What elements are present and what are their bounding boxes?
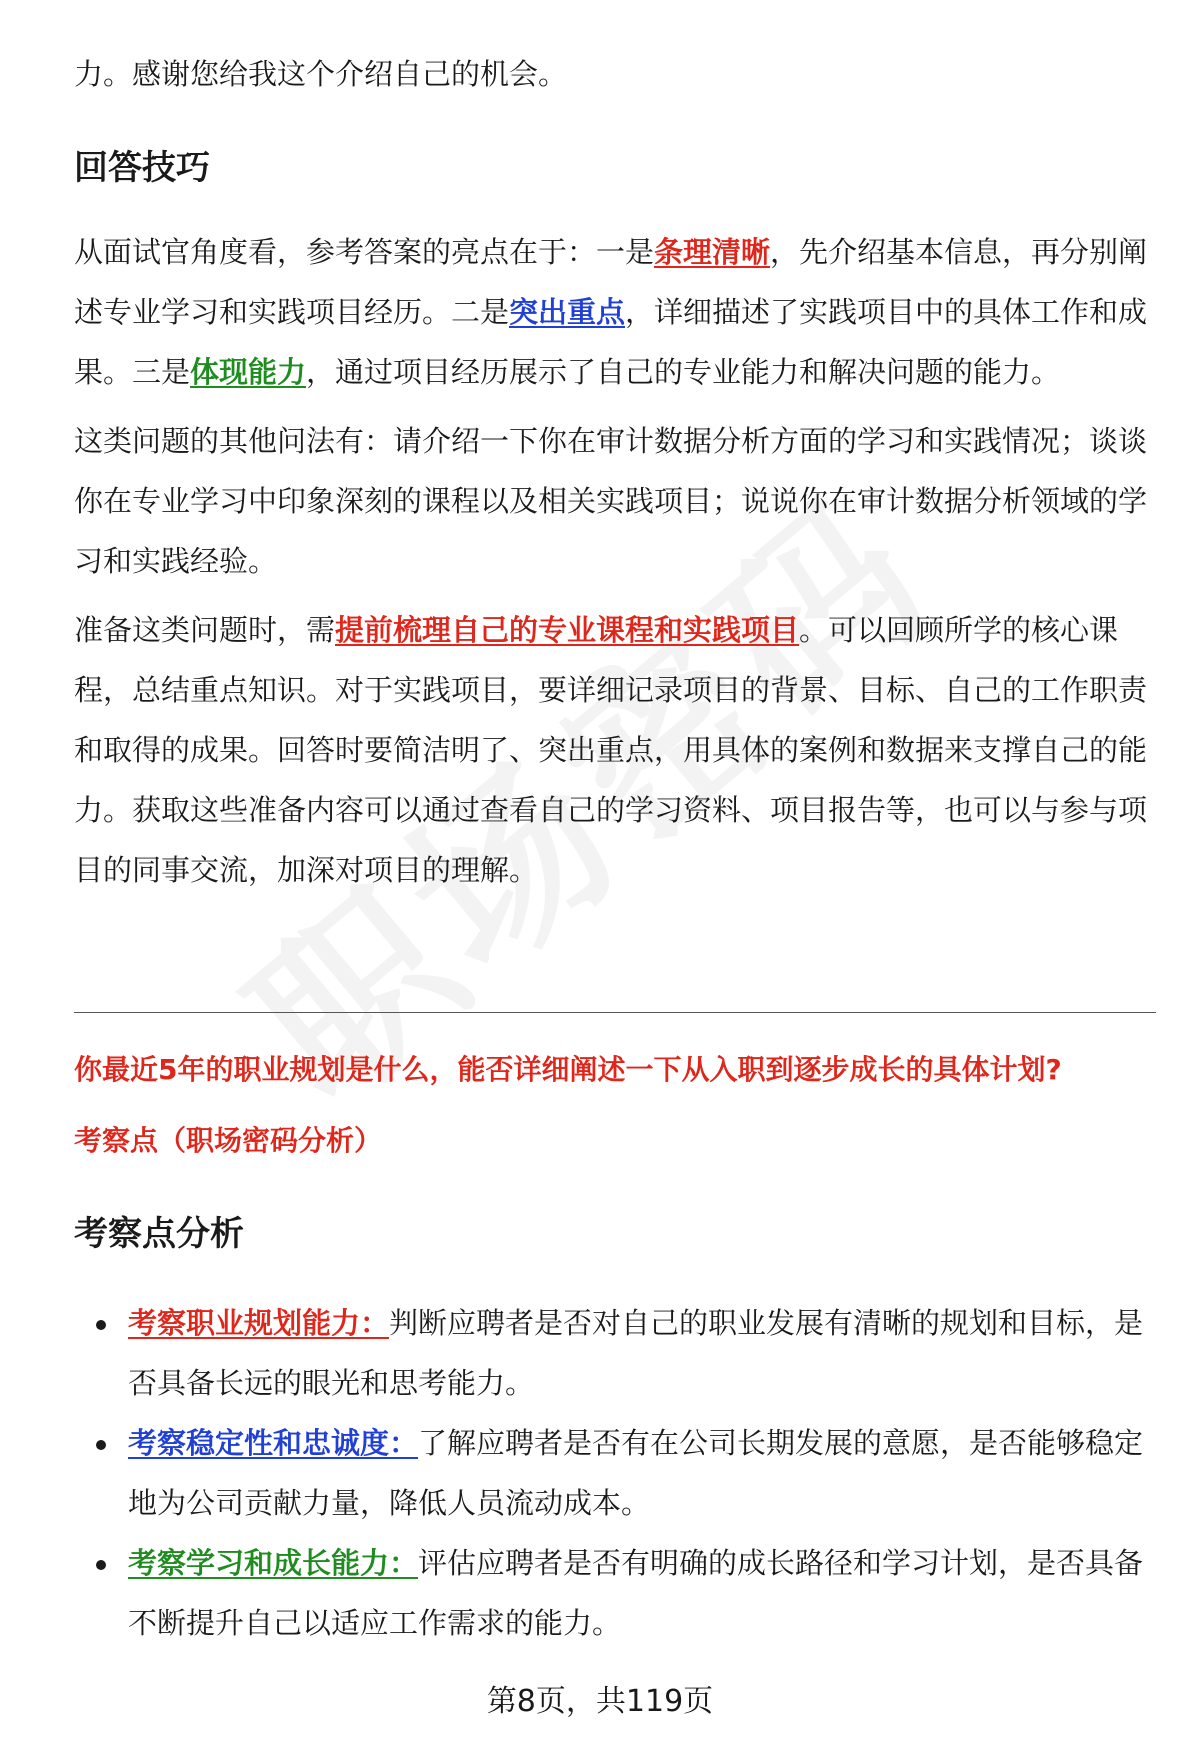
tips-paragraph-2: 这类问题的其他问法有：请介绍一下你在审计数据分析方面的学习和实践情况；谈谈你在专业学习中印象深刻的课程以及相关实践项目；说说你在审计数据分析领域的学习和实践经验。 bbox=[74, 424, 1148, 578]
tips-paragraph-3 bbox=[74, 600, 1150, 900]
analysis-item-3 bbox=[128, 1533, 1150, 1653]
text-run: ，先介绍基本信息，再分别阐述专业学习和实践项目经历。二是 bbox=[74, 235, 1148, 329]
section-divider bbox=[74, 1012, 1156, 1013]
bullet-dot bbox=[96, 1560, 106, 1570]
analysis-item-text: 评估应聘者是否有明确的成长路径和学习计划，是否具备不断提升自己以适应工作需求的能力。 bbox=[128, 1546, 1144, 1640]
question-title: 你最近5年的职业规划是什么，能否详细阐述一下从入职到逐步成长的具体计划? bbox=[74, 1053, 1062, 1086]
analysis-item-text: 了解应聘者是否有在公司长期发展的意愿，是否能够稳定地为公司贡献力量，降低人员流动成本。 bbox=[128, 1426, 1144, 1520]
analysis-item-1 bbox=[128, 1293, 1150, 1413]
text-run: 从面试官角度看，参考答案的亮点在于：一是 bbox=[74, 235, 655, 269]
analysis-item-label: 考察职业规划能力： bbox=[128, 1306, 390, 1340]
analysis-item-label: 考察学习和成长能力： bbox=[128, 1546, 419, 1580]
highlight-key-points: 突出重点 bbox=[509, 295, 626, 329]
bullet-dot bbox=[96, 1320, 106, 1330]
analysis-item-2 bbox=[128, 1413, 1150, 1533]
text-run: 。可以回顾所学的核心课程，总结重点知识。对于实践项目，要详细记录项目的背景、目标、自己的工作职责和取得的成果。回答时要简洁明了、突出重点，用具体的案例和数据来支撑自己的能力。获取这些准备内容可以通过查看自己的学习资料、项目报告等，也可以与参与项目的同事交流，加深对项目的理解。 bbox=[74, 613, 1148, 887]
text-run: 准备这类问题时，需 bbox=[74, 613, 336, 647]
analysis-heading: 考察点分析 bbox=[74, 1214, 244, 1254]
text-run: ，详细描述了实践项目中的具体工作和成果。三是 bbox=[74, 295, 1148, 389]
page-number: 第8页，共119页 bbox=[486, 1684, 714, 1719]
bullet-dot bbox=[96, 1440, 106, 1450]
highlight-clear-logic: 条理清晰 bbox=[654, 235, 771, 269]
tips-heading: 回答技巧 bbox=[74, 148, 210, 188]
analysis-item-text: 判断应聘者是否对自己的职业发展有清晰的规划和目标，是否具备长远的眼光和思考能力。 bbox=[128, 1306, 1144, 1400]
highlight-show-ability: 体现能力 bbox=[190, 355, 307, 389]
tips-paragraph-1 bbox=[74, 222, 1150, 402]
analysis-item-label: 考察稳定性和忠诚度： bbox=[128, 1426, 419, 1460]
highlight-prepare-courses: 提前梳理自己的专业课程和实践项目 bbox=[335, 613, 800, 647]
text-run: ，通过项目经历展示了自己的专业能力和解决问题的能力。 bbox=[306, 355, 1061, 389]
intro-tail-text: 力。感谢您给我这个介绍自己的机会。 bbox=[74, 57, 568, 91]
question-subtitle: 考察点（职场密码分析） bbox=[74, 1124, 383, 1157]
